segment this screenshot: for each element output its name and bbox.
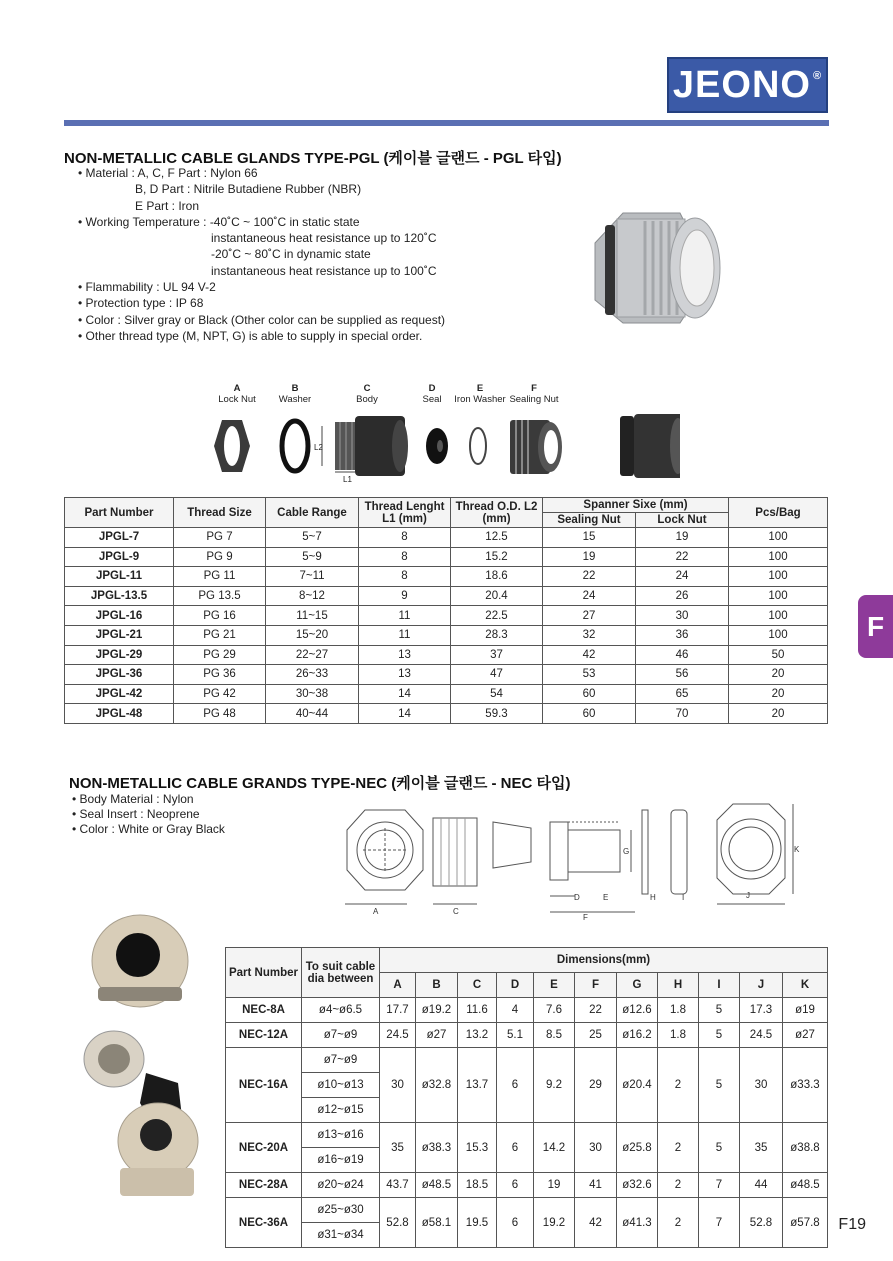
spec-line: instantaneous heat resistance up to 120˚C <box>211 231 437 246</box>
dimension-cell: 19 <box>534 1173 575 1198</box>
dim-label-g: G <box>623 847 630 856</box>
nec-spec-table <box>225 947 828 1248</box>
table-cell: 47 <box>451 665 543 685</box>
table-cell: 65 <box>636 684 729 704</box>
table-cell: PG 16 <box>174 606 266 626</box>
col-header-thread-size: Thread Size <box>174 498 266 528</box>
nec-spec-list <box>72 792 225 837</box>
dimension-cell: ø20.4 <box>617 1048 658 1123</box>
col-header-dim: G <box>617 973 658 998</box>
part-label-a <box>207 383 267 405</box>
table-cell: 13 <box>359 645 451 665</box>
table-cell: 5~9 <box>266 547 359 567</box>
table-cell: 100 <box>729 625 828 645</box>
table-cell: 100 <box>729 606 828 626</box>
spec-line: • Seal Insert : Neoprene <box>72 807 200 821</box>
table-cell: 54 <box>451 684 543 704</box>
spec-line: • Protection type : IP 68 <box>78 296 204 311</box>
spec-line: instantaneous heat resistance up to 100˚C <box>211 263 437 278</box>
dimension-cell: ø57.8 <box>783 1198 828 1248</box>
table-cell: 14 <box>359 684 451 704</box>
dimension-cell: 5 <box>699 1023 740 1048</box>
table-row <box>65 586 828 606</box>
col-header-pcs-bag: Pcs/Bag <box>729 498 828 528</box>
table-cell: 30 <box>636 606 729 626</box>
spec-line: • Color : Silver gray or Black (Other color can be supplied as request) <box>78 312 446 327</box>
dim-label-f: F <box>583 913 588 922</box>
cable-dia-cell: ø31~ø34 <box>302 1223 380 1248</box>
part-letter: B <box>291 383 299 394</box>
table-row <box>65 528 828 548</box>
spec-line: • Working Temperature : -40˚C ~ 100˚C in static state <box>78 214 360 229</box>
table-row <box>226 998 828 1023</box>
table-cell: 22 <box>543 567 636 587</box>
col-header-cable-range: Cable Range <box>266 498 359 528</box>
table-cell: 30~38 <box>266 684 359 704</box>
table-cell: JPGL-13.5 <box>65 586 174 606</box>
dimension-cell: 13.7 <box>458 1048 497 1123</box>
table-cell: 26 <box>636 586 729 606</box>
dimension-cell: ø58.1 <box>416 1198 458 1248</box>
part-label-f <box>504 383 564 405</box>
dimension-cell: 4 <box>497 998 534 1023</box>
table-cell: 32 <box>543 625 636 645</box>
dimension-cell: ø38.3 <box>416 1123 458 1173</box>
table-cell: 22 <box>636 547 729 567</box>
dimension-cell: 14.2 <box>534 1123 575 1173</box>
table-cell: 37 <box>451 645 543 665</box>
dimension-cell: 1.8 <box>658 1023 699 1048</box>
dimension-cell: ø19 <box>783 998 828 1023</box>
section-tab: F <box>858 595 893 658</box>
table-cell: 50 <box>729 645 828 665</box>
brand-logo <box>667 57 828 113</box>
table-cell: PG 36 <box>174 665 266 685</box>
table-cell: 13 <box>359 665 451 685</box>
dimension-cell: 35 <box>380 1123 416 1173</box>
cable-dia-cell: ø25~ø30 <box>302 1198 380 1223</box>
table-row <box>65 606 828 626</box>
table-cell: JPGL-11 <box>65 567 174 587</box>
table-cell: 9 <box>359 586 451 606</box>
table-row <box>65 684 828 704</box>
cable-dia-cell: ø7~ø9 <box>302 1048 380 1073</box>
col-header-dim: H <box>658 973 699 998</box>
table-cell: JPGL-48 <box>65 704 174 724</box>
spec-line: • Flammability : UL 94 V-2 <box>78 280 216 295</box>
col-header-part-number: Part Number <box>226 948 302 998</box>
part-number-cell: NEC-8A <box>226 998 302 1023</box>
table-cell: 100 <box>729 528 828 548</box>
part-name: Iron Washer <box>454 394 506 405</box>
dimension-cell: 6 <box>497 1123 534 1173</box>
table-row <box>65 665 828 685</box>
dim-label-h: H <box>650 893 656 902</box>
col-header-dim: D <box>497 973 534 998</box>
col-header-part-number: Part Number <box>65 498 174 528</box>
table-cell: PG 13.5 <box>174 586 266 606</box>
part-number-cell: NEC-36A <box>226 1198 302 1248</box>
table-cell: PG 21 <box>174 625 266 645</box>
table-row <box>226 1048 828 1073</box>
dim-label-c: C <box>453 907 459 916</box>
table-row <box>65 625 828 645</box>
table-cell: JPGL-29 <box>65 645 174 665</box>
table-cell: 60 <box>543 704 636 724</box>
table-cell: 60 <box>543 684 636 704</box>
dimension-cell: 43.7 <box>380 1173 416 1198</box>
dimension-cell: 22 <box>575 998 617 1023</box>
dimension-cell: 5.1 <box>497 1023 534 1048</box>
table-row <box>65 567 828 587</box>
table-cell: 20 <box>729 684 828 704</box>
part-name: Seal <box>422 394 442 405</box>
dimension-cell: 30 <box>380 1048 416 1123</box>
table-cell: JPGL-42 <box>65 684 174 704</box>
dimension-cell: 6 <box>497 1173 534 1198</box>
table-cell: 40~44 <box>266 704 359 724</box>
spec-line: • Material : A, C, F Part : Nylon 66 <box>78 166 258 180</box>
dimension-cell: 18.5 <box>458 1173 497 1198</box>
table-cell: 11 <box>359 606 451 626</box>
dimension-cell: 52.8 <box>380 1198 416 1248</box>
header-rule <box>64 120 829 126</box>
dimension-cell: 1.8 <box>658 998 699 1023</box>
dimension-cell: 7.6 <box>534 998 575 1023</box>
table-cell: 8 <box>359 567 451 587</box>
logo-text: JEONO <box>672 63 811 106</box>
col-header-thread-od: Thread O.D. L2 (mm) <box>451 498 543 528</box>
table-cell: 20 <box>729 704 828 724</box>
part-letter: E <box>476 383 484 394</box>
dimension-cell: 7 <box>699 1173 740 1198</box>
table-cell: 8~12 <box>266 586 359 606</box>
table-cell: PG 11 <box>174 567 266 587</box>
col-header-dim: C <box>458 973 497 998</box>
l2-dimension-label: L2 <box>314 443 323 452</box>
dimension-cell: ø48.5 <box>783 1173 828 1198</box>
dimension-cell: 5 <box>699 998 740 1023</box>
pgl-spec-list <box>78 165 445 344</box>
table-cell: 100 <box>729 547 828 567</box>
dimension-cell: 35 <box>740 1123 783 1173</box>
part-number-cell: NEC-16A <box>226 1048 302 1123</box>
table-cell: 11 <box>359 625 451 645</box>
col-header-lock-nut: Lock Nut <box>636 513 729 528</box>
dimension-cell: 2 <box>658 1123 699 1173</box>
dimension-cell: 17.3 <box>740 998 783 1023</box>
dimension-cell: ø32.8 <box>416 1048 458 1123</box>
table-cell: JPGL-7 <box>65 528 174 548</box>
part-letter: F <box>531 383 537 394</box>
table-cell: 7~11 <box>266 567 359 587</box>
part-label-b <box>265 383 325 405</box>
table-row <box>65 645 828 665</box>
dimension-cell: 30 <box>740 1048 783 1123</box>
table-cell: 8 <box>359 547 451 567</box>
cable-dia-cell: ø13~ø16 <box>302 1123 380 1148</box>
part-name: Lock Nut <box>218 394 256 405</box>
table-cell: 59.3 <box>451 704 543 724</box>
table-row <box>226 1173 828 1198</box>
dimension-cell: 24.5 <box>380 1023 416 1048</box>
spec-line: E Part : Iron <box>135 198 200 213</box>
table-cell: 12.5 <box>451 528 543 548</box>
cable-dia-cell: ø7~ø9 <box>302 1023 380 1048</box>
dim-label-j: J <box>746 891 750 900</box>
dimension-cell: 2 <box>658 1198 699 1248</box>
spec-line: • Other thread type (M, NPT, G) is able to supply in special order. <box>78 328 423 343</box>
dim-label-e: E <box>603 893 609 902</box>
table-cell: JPGL-21 <box>65 625 174 645</box>
table-cell: 70 <box>636 704 729 724</box>
col-header-dim: J <box>740 973 783 998</box>
part-number-cell: NEC-28A <box>226 1173 302 1198</box>
spec-line: -20˚C ~ 80˚C in dynamic state <box>211 247 371 262</box>
col-header-dim: I <box>699 973 740 998</box>
dimension-cell: ø48.5 <box>416 1173 458 1198</box>
dimension-cell: 41 <box>575 1173 617 1198</box>
pgl-section-title: NON-METALLIC CABLE GLANDS TYPE-PGL (케이블 글랜드 - PGL 타입) <box>64 150 562 167</box>
nec-technical-drawing <box>335 800 805 925</box>
table-cell: 24 <box>636 567 729 587</box>
dimension-cell: ø27 <box>783 1023 828 1048</box>
spec-line: • Color : White or Gray Black <box>72 822 225 836</box>
table-row <box>226 1123 828 1148</box>
col-header-dim: E <box>534 973 575 998</box>
table-cell: 53 <box>543 665 636 685</box>
dimension-cell: 24.5 <box>740 1023 783 1048</box>
dimension-cell: 5 <box>699 1048 740 1123</box>
table-cell: 20 <box>729 665 828 685</box>
cable-dia-cell: ø12~ø15 <box>302 1098 380 1123</box>
dimension-cell: ø19.2 <box>416 998 458 1023</box>
table-cell: 22~27 <box>266 645 359 665</box>
dimension-cell: 17.7 <box>380 998 416 1023</box>
table-cell: JPGL-9 <box>65 547 174 567</box>
part-letter: D <box>428 383 436 394</box>
table-cell: 8 <box>359 528 451 548</box>
table-cell: PG 7 <box>174 528 266 548</box>
nec-product-image <box>78 903 208 1208</box>
dimension-cell: 6 <box>497 1198 534 1248</box>
spec-line: • Body Material : Nylon <box>72 792 194 806</box>
table-cell: 28.3 <box>451 625 543 645</box>
dimension-cell: ø32.6 <box>617 1173 658 1198</box>
part-name: Washer <box>278 394 312 405</box>
table-cell: PG 29 <box>174 645 266 665</box>
part-letter: C <box>363 383 371 394</box>
logo-registered-mark: ® <box>812 70 823 82</box>
col-header-dim: B <box>416 973 458 998</box>
dim-label-i: I <box>682 893 685 902</box>
dimension-cell: 9.2 <box>534 1048 575 1123</box>
table-cell: 20.4 <box>451 586 543 606</box>
dim-label-a: A <box>373 907 379 916</box>
dimension-cell: ø41.3 <box>617 1198 658 1248</box>
table-cell: PG 48 <box>174 704 266 724</box>
table-cell: 18.6 <box>451 567 543 587</box>
table-cell: PG 42 <box>174 684 266 704</box>
nec-section-title: NON-METALLIC CABLE GRANDS TYPE-NEC (케이블 글랜드 - NEC 타입) <box>69 775 571 792</box>
table-cell: 27 <box>543 606 636 626</box>
table-cell: JPGL-36 <box>65 665 174 685</box>
part-number-cell: NEC-12A <box>226 1023 302 1048</box>
dimension-cell: 19.5 <box>458 1198 497 1248</box>
table-row <box>226 1198 828 1223</box>
dimension-cell: 6 <box>497 1048 534 1123</box>
table-cell: 22.5 <box>451 606 543 626</box>
dimension-cell: 7 <box>699 1198 740 1248</box>
table-cell: 15~20 <box>266 625 359 645</box>
pgl-product-image <box>585 205 730 330</box>
pgl-spec-table <box>64 497 828 724</box>
col-header-dim: F <box>575 973 617 998</box>
l1-dimension-label: L1 <box>343 475 352 484</box>
table-cell: 14 <box>359 704 451 724</box>
dimension-cell: 52.8 <box>740 1198 783 1248</box>
dimension-cell: ø25.8 <box>617 1123 658 1173</box>
part-number-cell: NEC-20A <box>226 1123 302 1173</box>
part-letter: A <box>233 383 241 394</box>
cable-dia-cell: ø20~ø24 <box>302 1173 380 1198</box>
table-cell: 15 <box>543 528 636 548</box>
table-cell: 36 <box>636 625 729 645</box>
table-cell: 19 <box>543 547 636 567</box>
dimension-cell: ø16.2 <box>617 1023 658 1048</box>
part-label-c <box>337 383 397 405</box>
table-cell: 24 <box>543 586 636 606</box>
part-name: Sealing Nut <box>509 394 559 405</box>
table-cell: 100 <box>729 567 828 587</box>
dimension-cell: 44 <box>740 1173 783 1198</box>
table-cell: 19 <box>636 528 729 548</box>
table-cell: 42 <box>543 645 636 665</box>
dimension-cell: ø27 <box>416 1023 458 1048</box>
dimension-cell: 5 <box>699 1123 740 1173</box>
col-header-spanner-size: Spanner Sixe (mm) <box>543 498 729 513</box>
dimension-cell: 8.5 <box>534 1023 575 1048</box>
page-number: F19 <box>838 1216 866 1233</box>
dimension-cell: 42 <box>575 1198 617 1248</box>
table-row <box>65 547 828 567</box>
dimension-cell: 13.2 <box>458 1023 497 1048</box>
cable-dia-cell: ø16~ø19 <box>302 1148 380 1173</box>
table-cell: 100 <box>729 586 828 606</box>
table-row <box>226 1023 828 1048</box>
col-header-thread-length: Thread Lenght L1 (mm) <box>359 498 451 528</box>
dimension-cell: 15.3 <box>458 1123 497 1173</box>
dimension-cell: 29 <box>575 1048 617 1123</box>
table-cell: 15.2 <box>451 547 543 567</box>
dim-label-k: K <box>794 845 800 854</box>
table-cell: 26~33 <box>266 665 359 685</box>
table-cell: JPGL-16 <box>65 606 174 626</box>
table-cell: 46 <box>636 645 729 665</box>
table-row <box>65 704 828 724</box>
dimension-cell: 11.6 <box>458 998 497 1023</box>
dimension-cell: 25 <box>575 1023 617 1048</box>
cable-dia-cell: ø10~ø13 <box>302 1073 380 1098</box>
table-cell: 56 <box>636 665 729 685</box>
part-label-e <box>450 383 510 405</box>
col-header-dim: A <box>380 973 416 998</box>
dimension-cell: ø33.3 <box>783 1048 828 1123</box>
pgl-parts-diagram <box>210 410 680 485</box>
dimension-cell: ø12.6 <box>617 998 658 1023</box>
spec-line: B, D Part : Nitrile Butadiene Rubber (NBR) <box>135 182 362 197</box>
dimension-cell: 2 <box>658 1048 699 1123</box>
dimension-cell: 19.2 <box>534 1198 575 1248</box>
part-name: Body <box>356 394 378 405</box>
col-header-cable-dia: To suit cable dia between <box>302 948 380 998</box>
col-header-dim: K <box>783 973 828 998</box>
dimension-cell: 30 <box>575 1123 617 1173</box>
table-cell: PG 9 <box>174 547 266 567</box>
col-header-sealing-nut: Sealing Nut <box>543 513 636 528</box>
dim-label-d: D <box>574 893 580 902</box>
dimension-cell: 2 <box>658 1173 699 1198</box>
table-cell: 5~7 <box>266 528 359 548</box>
col-header-dimensions: Dimensions(mm) <box>380 948 828 973</box>
cable-dia-cell: ø4~ø6.5 <box>302 998 380 1023</box>
dimension-cell: ø38.8 <box>783 1123 828 1173</box>
table-cell: 11~15 <box>266 606 359 626</box>
